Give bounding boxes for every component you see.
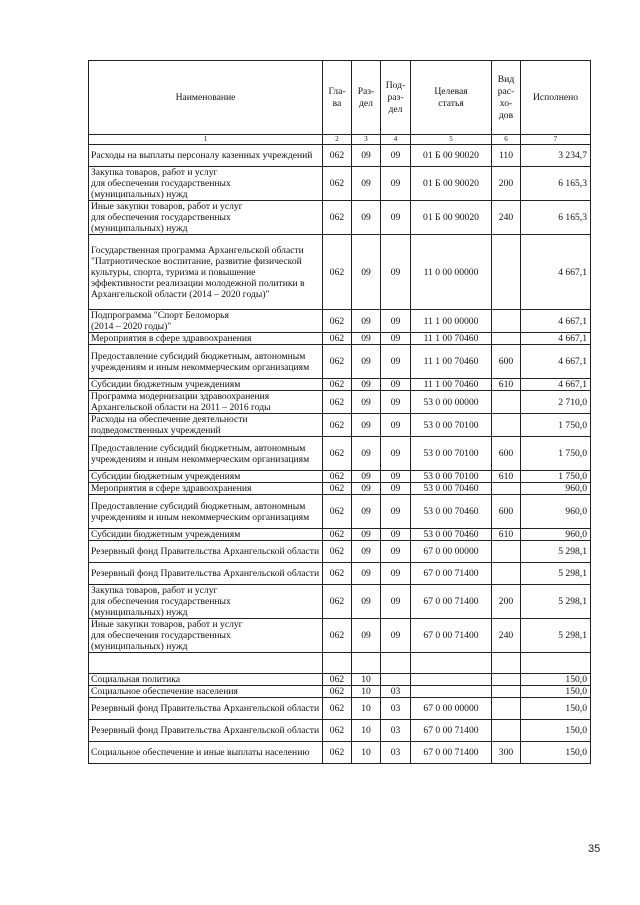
row-target-cell xyxy=(411,674,492,686)
row-podrazdel-cell: 09 xyxy=(381,495,411,529)
table-row xyxy=(89,391,591,414)
row-razdel-cell: 09 xyxy=(352,379,381,391)
row-razdel-cell: 09 xyxy=(352,619,381,653)
row-razdel-cell: 09 xyxy=(352,483,381,495)
row-podrazdel-cell: 09 xyxy=(381,333,411,345)
row-name-cell: Закупка товаров, работ и услуг для обеспечения государственных (муниципальных) нужд xyxy=(89,167,323,201)
row-target-cell: 53 0 00 70100 xyxy=(411,414,492,437)
row-executed-cell: 150,0 xyxy=(521,698,591,720)
table-row xyxy=(89,167,591,201)
row-glava-cell: 062 xyxy=(323,333,352,345)
table-row xyxy=(89,541,591,563)
row-razdel-cell xyxy=(352,653,381,674)
row-razdel-cell: 09 xyxy=(352,471,381,483)
row-name-cell: Социальное обеспечение и иные выплаты населению xyxy=(89,742,323,764)
row-target-cell: 11 0 00 00000 xyxy=(411,235,492,310)
row-vid-cell xyxy=(492,541,521,563)
header-razdel: Раз- дел xyxy=(352,61,381,135)
row-razdel-cell: 10 xyxy=(352,720,381,742)
row-razdel-cell: 10 xyxy=(352,674,381,686)
row-vid-cell: 600 xyxy=(492,437,521,471)
row-glava-cell: 062 xyxy=(323,391,352,414)
row-name-cell: Субсидии бюджетным учреждениям xyxy=(89,471,323,483)
table-row xyxy=(89,145,591,167)
row-podrazdel-cell: 09 xyxy=(381,471,411,483)
table-row xyxy=(89,674,591,686)
row-vid-cell xyxy=(492,310,521,333)
row-glava-cell: 062 xyxy=(323,201,352,235)
row-podrazdel-cell: 09 xyxy=(381,310,411,333)
budget-table-container xyxy=(88,60,590,764)
row-target-cell: 53 0 00 70460 xyxy=(411,495,492,529)
row-vid-cell: 600 xyxy=(492,495,521,529)
row-target-cell: 67 0 00 71400 xyxy=(411,619,492,653)
row-executed-cell: 150,0 xyxy=(521,720,591,742)
row-podrazdel-cell: 09 xyxy=(381,145,411,167)
row-podrazdel-cell: 09 xyxy=(381,585,411,619)
row-vid-cell xyxy=(492,698,521,720)
row-podrazdel-cell: 09 xyxy=(381,379,411,391)
row-vid-cell: 610 xyxy=(492,471,521,483)
row-executed-cell: 4 667,1 xyxy=(521,333,591,345)
row-podrazdel-cell: 03 xyxy=(381,742,411,764)
row-glava-cell: 062 xyxy=(323,483,352,495)
row-podrazdel-cell: 09 xyxy=(381,619,411,653)
row-podrazdel-cell: 09 xyxy=(381,529,411,541)
row-executed-cell: 4 667,1 xyxy=(521,310,591,333)
row-podrazdel-cell: 09 xyxy=(381,483,411,495)
table-row xyxy=(89,686,591,698)
budget-execution-table xyxy=(88,60,591,764)
row-executed-cell: 2 710,0 xyxy=(521,391,591,414)
table-row xyxy=(89,333,591,345)
row-glava-cell: 062 xyxy=(323,529,352,541)
table-row xyxy=(89,585,591,619)
row-vid-cell: 610 xyxy=(492,379,521,391)
row-target-cell: 67 0 00 00000 xyxy=(411,541,492,563)
row-target-cell: 53 0 00 70100 xyxy=(411,471,492,483)
header-target: Целевая статья xyxy=(411,61,492,135)
row-name-cell: Социальное обеспечение населения xyxy=(89,686,323,698)
column-number: 7 xyxy=(521,135,591,145)
row-razdel-cell: 09 xyxy=(352,167,381,201)
row-target-cell: 53 0 00 70100 xyxy=(411,437,492,471)
row-executed-cell xyxy=(521,653,591,674)
row-razdel-cell: 09 xyxy=(352,529,381,541)
row-vid-cell: 200 xyxy=(492,585,521,619)
table-row xyxy=(89,720,591,742)
row-podrazdel-cell: 03 xyxy=(381,686,411,698)
table-row xyxy=(89,653,591,674)
table-row xyxy=(89,742,591,764)
row-executed-cell: 5 298,1 xyxy=(521,541,591,563)
row-target-cell: 53 0 00 00000 xyxy=(411,391,492,414)
row-podrazdel-cell: 03 xyxy=(381,720,411,742)
row-executed-cell: 5 298,1 xyxy=(521,563,591,585)
row-vid-cell: 200 xyxy=(492,167,521,201)
row-name-cell: Иные закупки товаров, работ и услуг для обеспечения государственных (муниципальных) нужд xyxy=(89,619,323,653)
row-vid-cell: 240 xyxy=(492,201,521,235)
row-target-cell: 67 0 00 71400 xyxy=(411,742,492,764)
row-glava-cell: 062 xyxy=(323,585,352,619)
column-number: 2 xyxy=(323,135,352,145)
row-target-cell: 11 1 00 70460 xyxy=(411,345,492,379)
row-executed-cell: 4 667,1 xyxy=(521,235,591,310)
row-target-cell: 67 0 00 00000 xyxy=(411,698,492,720)
row-podrazdel-cell: 09 xyxy=(381,437,411,471)
row-vid-cell xyxy=(492,391,521,414)
row-vid-cell: 610 xyxy=(492,529,521,541)
column-number: 4 xyxy=(381,135,411,145)
row-name-cell: Мероприятия в сфере здравоохранения xyxy=(89,333,323,345)
table-row xyxy=(89,698,591,720)
row-glava-cell: 062 xyxy=(323,145,352,167)
row-name-cell: Предоставление субсидий бюджетным, автономным учреждениям и иным некоммерческим организациям xyxy=(89,345,323,379)
row-name-cell: Расходы на обеспечение деятельности подведомственных учреждений xyxy=(89,414,323,437)
row-executed-cell: 3 234,7 xyxy=(521,145,591,167)
row-name-cell: Предоставление субсидий бюджетным, автономным учреждениям и иным некоммерческим организациям xyxy=(89,495,323,529)
column-number: 5 xyxy=(411,135,492,145)
row-razdel-cell: 09 xyxy=(352,563,381,585)
row-glava-cell: 062 xyxy=(323,235,352,310)
row-vid-cell: 240 xyxy=(492,619,521,653)
table-row xyxy=(89,310,591,333)
row-podrazdel-cell: 09 xyxy=(381,201,411,235)
header-podrazdel: Под- раз- дел xyxy=(381,61,411,135)
row-executed-cell: 6 165,3 xyxy=(521,201,591,235)
row-glava-cell xyxy=(323,653,352,674)
row-glava-cell: 062 xyxy=(323,742,352,764)
row-podrazdel-cell xyxy=(381,653,411,674)
row-target-cell: 67 0 00 71400 xyxy=(411,563,492,585)
row-razdel-cell: 09 xyxy=(352,235,381,310)
row-razdel-cell: 09 xyxy=(352,541,381,563)
row-podrazdel-cell xyxy=(381,674,411,686)
row-executed-cell: 5 298,1 xyxy=(521,585,591,619)
row-executed-cell: 150,0 xyxy=(521,742,591,764)
row-glava-cell: 062 xyxy=(323,619,352,653)
row-glava-cell: 062 xyxy=(323,167,352,201)
row-name-cell: Субсидии бюджетным учреждениям xyxy=(89,379,323,391)
row-target-cell: 11 1 00 70460 xyxy=(411,333,492,345)
row-glava-cell: 062 xyxy=(323,379,352,391)
table-row xyxy=(89,529,591,541)
row-glava-cell: 062 xyxy=(323,310,352,333)
row-executed-cell: 960,0 xyxy=(521,529,591,541)
row-name-cell xyxy=(89,653,323,674)
row-name-cell: Резервный фонд Правительства Архангельской области xyxy=(89,541,323,563)
row-executed-cell: 960,0 xyxy=(521,483,591,495)
row-name-cell: Резервный фонд Правительства Архангельской области xyxy=(89,563,323,585)
row-vid-cell xyxy=(492,686,521,698)
row-target-cell xyxy=(411,653,492,674)
header-vid: Вид рас- хо- дов xyxy=(492,61,521,135)
row-podrazdel-cell: 09 xyxy=(381,541,411,563)
page-number: 35 xyxy=(588,843,601,855)
row-name-cell: Государственная программа Архангельской области "Патриотическое воспитание, развитие физической культуры, спорта, туризма и повышение эффективности реализации молодежной политики в Архангельской области (2014 – 2020 годы)" xyxy=(89,235,323,310)
row-podrazdel-cell: 09 xyxy=(381,391,411,414)
row-vid-cell xyxy=(492,483,521,495)
row-name-cell: Мероприятия в сфере здравоохранения xyxy=(89,483,323,495)
table-header-row xyxy=(89,61,591,135)
table-row xyxy=(89,235,591,310)
row-executed-cell: 150,0 xyxy=(521,686,591,698)
row-glava-cell: 062 xyxy=(323,674,352,686)
header-glava: Гла- ва xyxy=(323,61,352,135)
header-name: Наименование xyxy=(89,61,323,135)
row-name-cell: Подпрограмма "Спорт Беломорья (2014 – 2020 годы)" xyxy=(89,310,323,333)
row-podrazdel-cell: 03 xyxy=(381,698,411,720)
table-row xyxy=(89,483,591,495)
row-vid-cell: 600 xyxy=(492,345,521,379)
row-executed-cell: 4 667,1 xyxy=(521,379,591,391)
row-podrazdel-cell: 09 xyxy=(381,235,411,310)
column-number: 3 xyxy=(352,135,381,145)
row-razdel-cell: 09 xyxy=(352,437,381,471)
row-name-cell: Субсидии бюджетным учреждениям xyxy=(89,529,323,541)
row-razdel-cell: 09 xyxy=(352,585,381,619)
row-executed-cell: 4 667,1 xyxy=(521,345,591,379)
table-row xyxy=(89,345,591,379)
row-razdel-cell: 09 xyxy=(352,201,381,235)
row-razdel-cell: 09 xyxy=(352,310,381,333)
row-target-cell: 01 Б 00 90020 xyxy=(411,167,492,201)
table-row xyxy=(89,201,591,235)
row-vid-cell xyxy=(492,414,521,437)
row-target-cell: 01 Б 00 90020 xyxy=(411,145,492,167)
row-target-cell: 11 1 00 70460 xyxy=(411,379,492,391)
row-executed-cell: 150,0 xyxy=(521,674,591,686)
table-row xyxy=(89,437,591,471)
row-razdel-cell: 09 xyxy=(352,414,381,437)
column-number: 6 xyxy=(492,135,521,145)
row-vid-cell xyxy=(492,720,521,742)
row-razdel-cell: 10 xyxy=(352,742,381,764)
table-row xyxy=(89,619,591,653)
row-glava-cell: 062 xyxy=(323,495,352,529)
row-glava-cell: 062 xyxy=(323,414,352,437)
table-row xyxy=(89,414,591,437)
row-executed-cell: 960,0 xyxy=(521,495,591,529)
row-target-cell: 01 Б 00 90020 xyxy=(411,201,492,235)
row-name-cell: Иные закупки товаров, работ и услуг для обеспечения государственных (муниципальных) нужд xyxy=(89,201,323,235)
row-vid-cell xyxy=(492,235,521,310)
column-number: 1 xyxy=(89,135,323,145)
row-target-cell: 53 0 00 70460 xyxy=(411,529,492,541)
row-razdel-cell: 09 xyxy=(352,345,381,379)
row-target-cell: 67 0 00 71400 xyxy=(411,720,492,742)
row-vid-cell: 300 xyxy=(492,742,521,764)
row-vid-cell xyxy=(492,653,521,674)
row-podrazdel-cell: 09 xyxy=(381,167,411,201)
row-name-cell: Социальная политика xyxy=(89,674,323,686)
row-razdel-cell: 09 xyxy=(352,391,381,414)
row-glava-cell: 062 xyxy=(323,563,352,585)
row-vid-cell: 110 xyxy=(492,145,521,167)
row-vid-cell xyxy=(492,674,521,686)
table-row xyxy=(89,379,591,391)
row-name-cell: Резервный фонд Правительства Архангельской области xyxy=(89,720,323,742)
row-podrazdel-cell: 09 xyxy=(381,345,411,379)
row-vid-cell xyxy=(492,333,521,345)
row-name-cell: Предоставление субсидий бюджетным, автономным учреждениям и иным некоммерческим организациям xyxy=(89,437,323,471)
row-target-cell: 67 0 00 71400 xyxy=(411,585,492,619)
row-executed-cell: 1 750,0 xyxy=(521,471,591,483)
row-razdel-cell: 09 xyxy=(352,333,381,345)
row-podrazdel-cell: 09 xyxy=(381,563,411,585)
row-glava-cell: 062 xyxy=(323,698,352,720)
row-name-cell: Резервный фонд Правительства Архангельской области xyxy=(89,698,323,720)
row-name-cell: Расходы на выплаты персоналу казенных учреждений xyxy=(89,145,323,167)
row-razdel-cell: 09 xyxy=(352,145,381,167)
column-number-row xyxy=(89,135,591,145)
row-target-cell: 53 0 00 70460 xyxy=(411,483,492,495)
row-target-cell: 11 1 00 00000 xyxy=(411,310,492,333)
table-body xyxy=(89,145,591,764)
table-row xyxy=(89,471,591,483)
row-executed-cell: 5 298,1 xyxy=(521,619,591,653)
row-glava-cell: 062 xyxy=(323,720,352,742)
row-name-cell: Программа модернизации здравоохранения Архангельской области на 2011 – 2016 годы xyxy=(89,391,323,414)
row-glava-cell: 062 xyxy=(323,686,352,698)
table-row xyxy=(89,563,591,585)
row-podrazdel-cell: 09 xyxy=(381,414,411,437)
row-glava-cell: 062 xyxy=(323,471,352,483)
row-glava-cell: 062 xyxy=(323,437,352,471)
table-row xyxy=(89,495,591,529)
row-glava-cell: 062 xyxy=(323,541,352,563)
header-executed: Исполнено xyxy=(521,61,591,135)
row-razdel-cell: 10 xyxy=(352,698,381,720)
row-razdel-cell: 09 xyxy=(352,495,381,529)
row-razdel-cell: 10 xyxy=(352,686,381,698)
row-executed-cell: 6 165,3 xyxy=(521,167,591,201)
row-executed-cell: 1 750,0 xyxy=(521,437,591,471)
row-executed-cell: 1 750,0 xyxy=(521,414,591,437)
row-name-cell: Закупка товаров, работ и услуг для обеспечения государственных (муниципальных) нужд xyxy=(89,585,323,619)
row-vid-cell xyxy=(492,563,521,585)
row-glava-cell: 062 xyxy=(323,345,352,379)
row-target-cell xyxy=(411,686,492,698)
